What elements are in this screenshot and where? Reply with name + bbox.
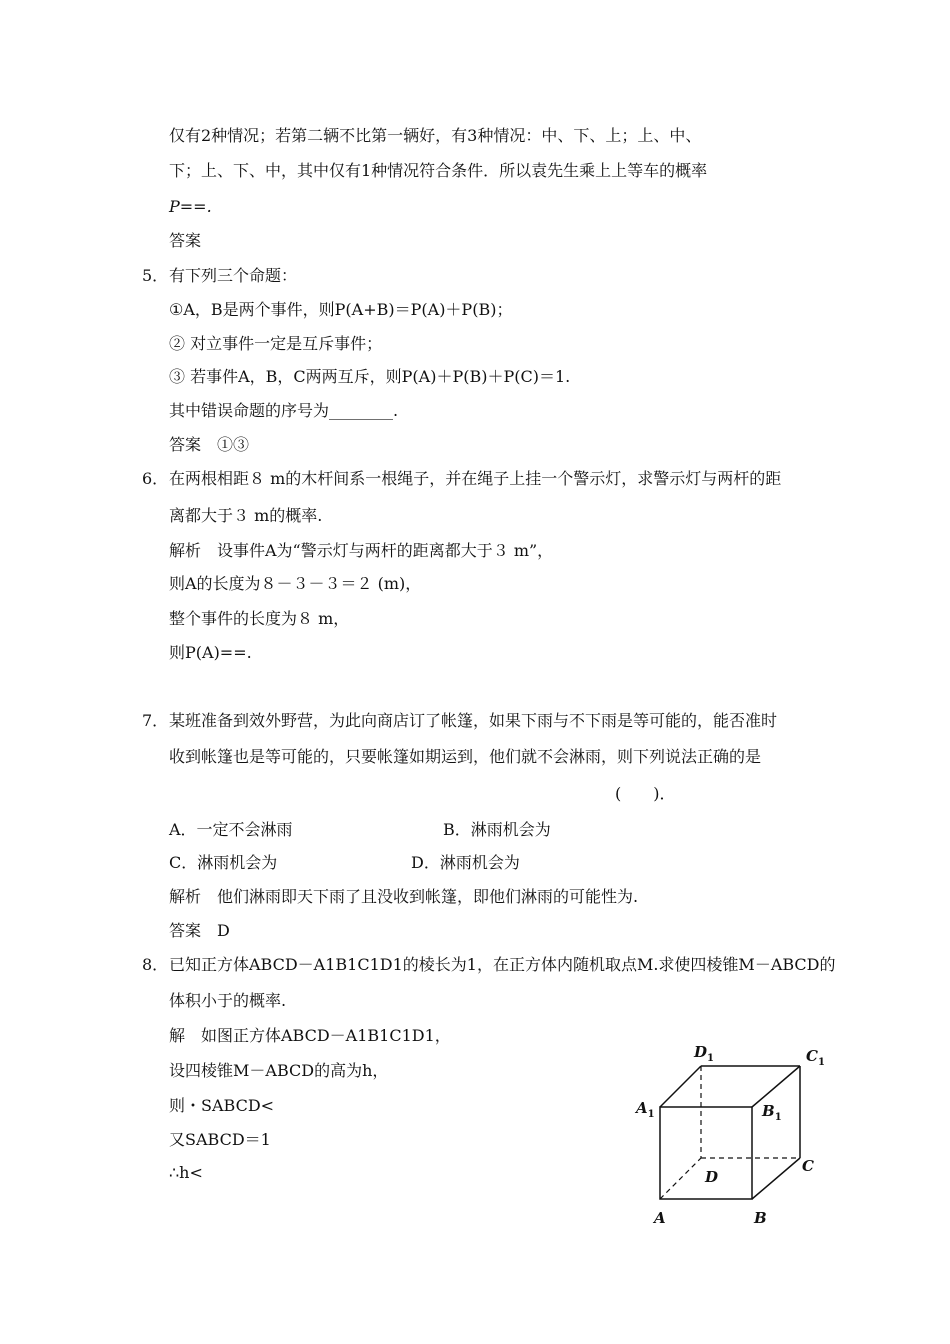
q6-solution-2: 则A的长度为８－３－３＝２ (m)， (169, 574, 422, 593)
q6-solution-4: 则P(A)==. (169, 643, 252, 662)
q8-solution-5: ∴h< (169, 1163, 203, 1182)
cube-figure (630, 1035, 830, 1235)
q5-answer: 答案 ①③ (169, 435, 250, 454)
label-a: A (654, 1209, 666, 1227)
q5-item-1: ①A，B是两个事件，则P(A+B)＝P(A)＋P(B)； (169, 300, 513, 319)
q5-number: 5． (142, 266, 169, 285)
q8-solution-3: 则・SABCD< (169, 1096, 275, 1115)
prev-answer: 答案 (169, 231, 202, 250)
q7-answer: 答案 D (169, 921, 230, 940)
q8-solution-4: 又SABCD＝1 (169, 1130, 271, 1149)
edge-a-d-hidden (660, 1158, 701, 1199)
q8-line-2: 体积小于的概率. (169, 991, 287, 1010)
label-c: C (802, 1157, 814, 1175)
q7-number: 7． (142, 711, 169, 730)
label-a1: $A_1$ (636, 1099, 655, 1120)
q7-option-c: C．淋雨机会为 (169, 853, 278, 872)
prev-line-3: P==. (169, 197, 212, 216)
q6-solution-3: 整个事件的长度为８ m， (169, 609, 350, 628)
label-c1: $C_1$ (806, 1047, 825, 1068)
q6-line-1: 在两根相距８ m的木杆间系一根绳子，并在绳子上挂一个警示灯，求警示灯与两杆的距 (169, 469, 782, 488)
q7-line-1: 某班准备到效外野营，为此向商店订了帐篷，如果下雨与不下雨是等可能的，能否准时 (169, 711, 778, 730)
q8-solution-2: 设四棱锥M－ABCD的高为h， (169, 1061, 389, 1080)
q7-option-d: D．淋雨机会为 (411, 853, 520, 872)
q5-item-3: ③ 若事件A，B，C两两互斥，则P(A)＋P(B)＋P(C)＝1. (169, 367, 571, 386)
label-b: B (754, 1209, 767, 1227)
q7-option-a: A．一定不会淋雨 (169, 820, 293, 839)
label-d: D (705, 1168, 719, 1186)
edge-b-c (752, 1158, 800, 1199)
q7-answer-paren: ( )． (615, 784, 676, 803)
q5-item-2: ② 对立事件一定是互斥事件； (169, 334, 383, 353)
q5-stem: 有下列三个命题： (169, 266, 298, 285)
q5-question: 其中错误命题的序号为________. (169, 401, 399, 420)
q7-line-2: 收到帐篷也是等可能的，只要帐篷如期运到，他们就不会淋雨，则下列说法正确的是 (169, 747, 762, 766)
q6-solution-1: 解析 设事件A为“警示灯与两杆的距离都大于３ m”， (169, 541, 554, 560)
prev-line-1: 仅有2种情况；若第二辆不比第一辆好，有3种情况：中、下、上；上、中、 (169, 126, 702, 145)
q8-number: 8． (142, 955, 169, 974)
edge-b1-c1 (752, 1066, 800, 1107)
q7-solution: 解析 他们淋雨即天下雨了且没收到帐篷，即他们淋雨的可能性为. (169, 887, 639, 906)
label-b1: $B_1$ (762, 1102, 782, 1123)
label-d1: $D_1$ (694, 1043, 714, 1064)
q8-solution-1: 解 如图正方体ABCD－A1B1C1D1， (169, 1026, 451, 1045)
q6-line-2: 离都大于３ m的概率. (169, 506, 323, 525)
prev-line-2: 下；上、下、中，其中仅有1种情况符合条件．所以袁先生乘上上等车的概率 (169, 161, 708, 180)
q6-number: 6． (142, 469, 169, 488)
edge-a1-d1 (660, 1066, 701, 1107)
q7-option-b: B．淋雨机会为 (443, 820, 551, 839)
q8-line-1: 已知正方体ABCD－A1B1C1D1的棱长为1，在正方体内随机取点M.求使四棱锥M－ABCD的 (169, 955, 836, 974)
